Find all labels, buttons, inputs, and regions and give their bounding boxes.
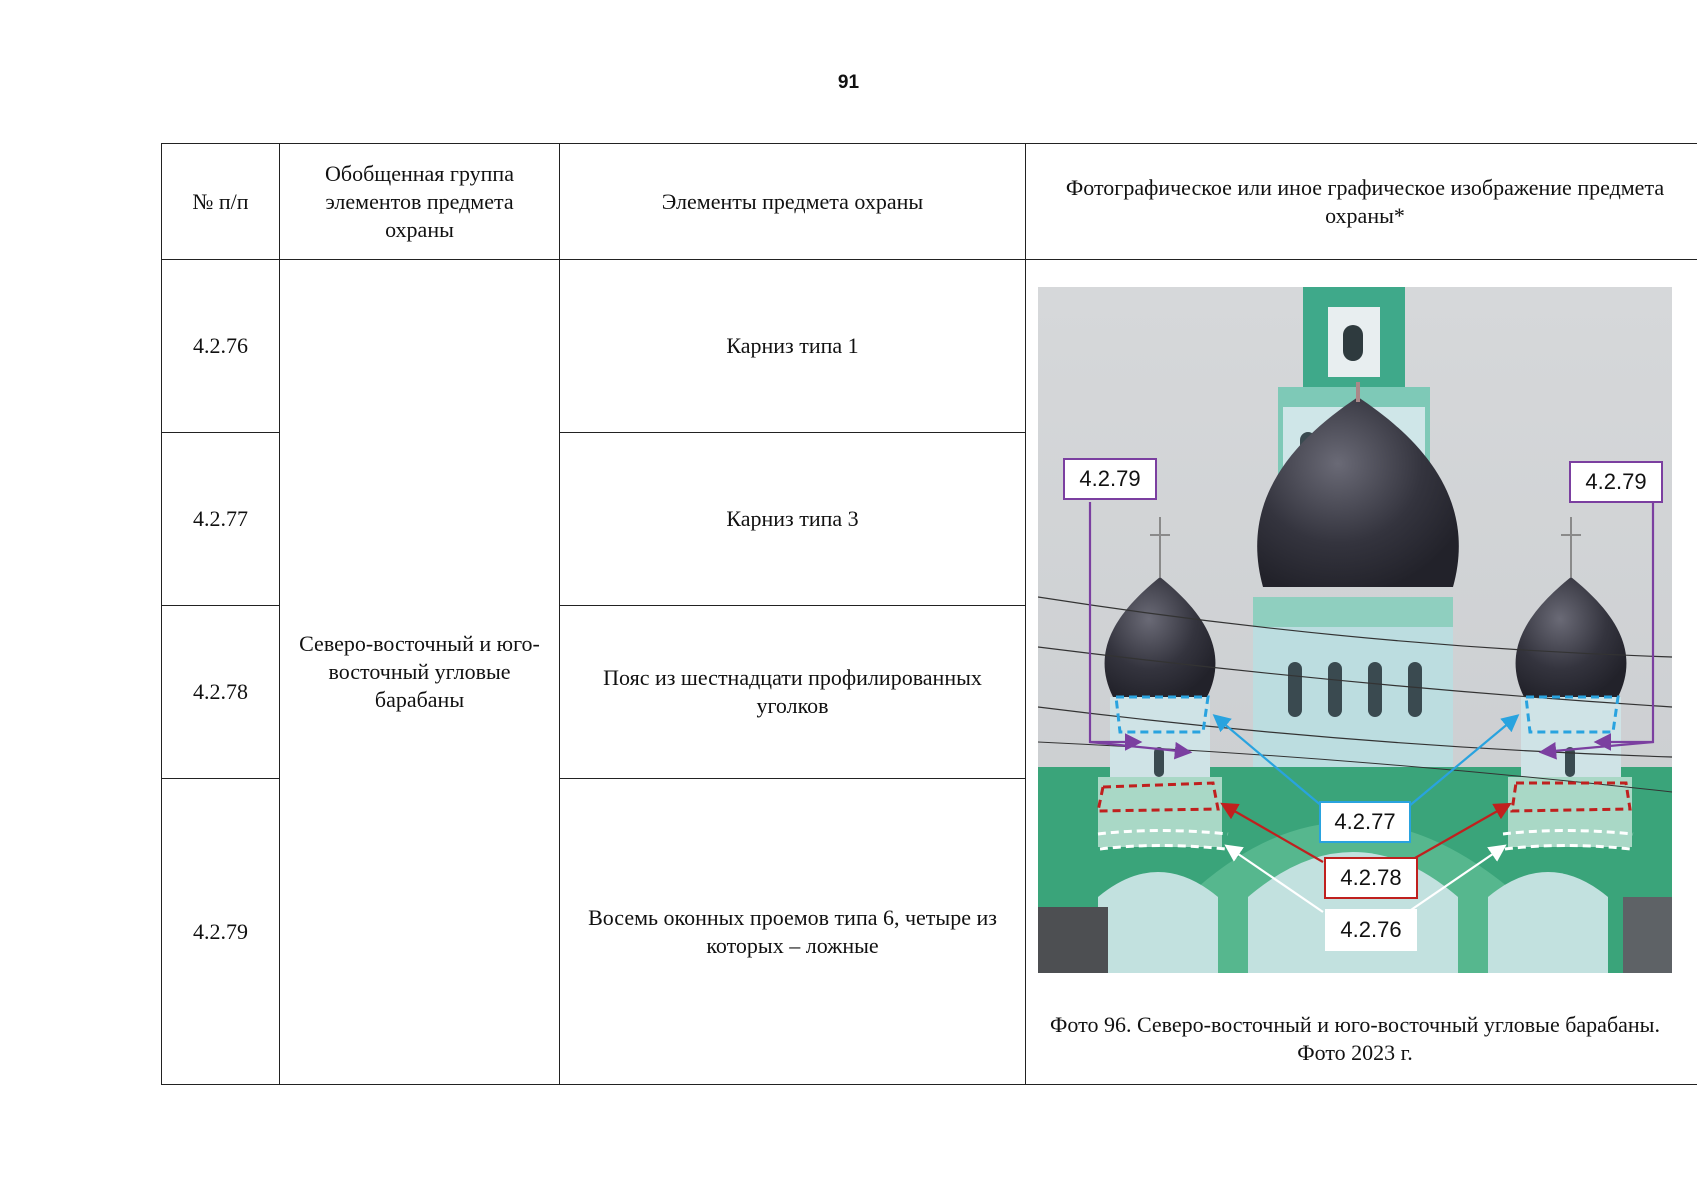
table-row [162,260,1697,433]
callout-left-top: 4.2.79 [1063,458,1157,500]
header-group: Обобщенная группа элементов предмета охраны [280,144,560,260]
table-header-row [162,144,1697,260]
row-number: 4.2.79 [162,779,280,1085]
callout-red: 4.2.78 [1324,857,1418,899]
header-photo: Фотографическое или иное графическое изображение предмета охраны* [1026,144,1697,260]
callout-blue: 4.2.77 [1319,801,1411,843]
header-num: № п/п [162,144,280,260]
church-photo [1038,287,1672,973]
callout-white: 4.2.76 [1325,909,1417,951]
photo-cell [1026,260,1697,1085]
row-number: 4.2.77 [162,433,280,606]
callout-right-top: 4.2.79 [1569,461,1663,503]
element-cell: Восемь оконных проемов типа 6, четыре из которых – ложные [560,779,1026,1085]
header-elements: Элементы предмета охраны [560,144,1026,260]
element-cell: Карниз типа 1 [560,260,1026,433]
element-cell: Пояс из шестнадцати профилированных уголков [560,606,1026,779]
row-number: 4.2.76 [162,260,280,433]
protection-table [161,143,1697,1085]
row-number: 4.2.78 [162,606,280,779]
page-number: 91 [837,72,860,93]
photo-caption: Фото 96. Северо-восточный и юго-восточный угловые барабаны. Фото 2023 г. [1050,1012,1660,1065]
group-cell: Северо-восточный и юго-восточный угловые барабаны [280,260,560,1085]
element-cell: Карниз типа 3 [560,433,1026,606]
